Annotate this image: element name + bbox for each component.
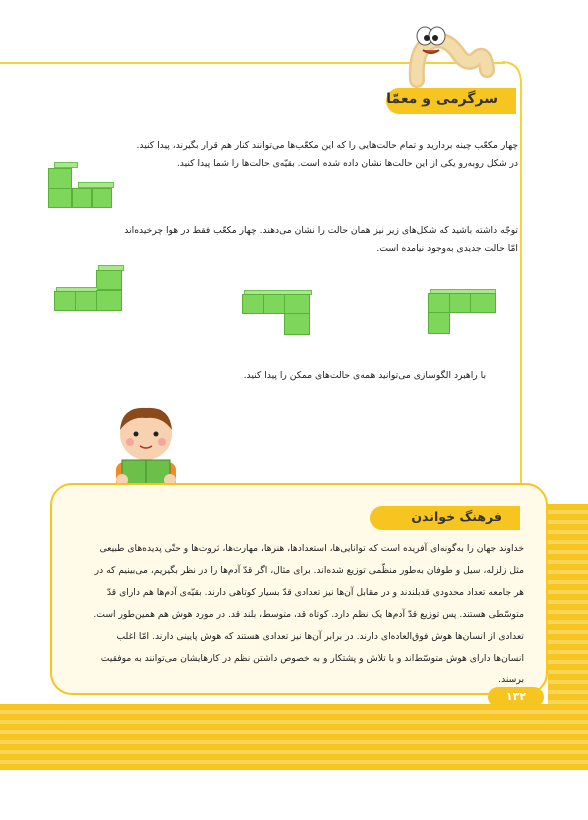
bottom-stripes: [0, 704, 588, 770]
puzzle-line-1: چهار مکعّب چینه بردارید و تمام حالت‌هایی را که این مکعّب‌ها می‌توانند کنار هم قرار بگیرند، پیدا کنید.: [136, 140, 518, 151]
reading-line-7: برسند.: [498, 674, 524, 685]
reading-line-2: مثل زلزله، سیل و طوفان به‌طور منظّمی توزیع شده‌اند. برای مثال، اگر قدّ آدم‌ها را در نظر بگیریم، می‌بینیم که در: [94, 565, 524, 576]
reading-line-5: تعدادی از انسان‌ها هوش فوق‌العاده‌ای دارند. در برابر آن‌ها نیز تعدادی هستند که هوش پایینی دارند. امّا اغلب: [116, 631, 524, 642]
reading-line-1: خداوند جهان را به‌گونه‌ای آفریده است که توانایی‌ها، استعدادها، هنرها، مهارت‌ها، ثروت‌ها و حتّی پدیده‌های طبیعی: [99, 543, 524, 554]
reading-line-3: هر جامعه تعداد محدودی قدبلندند و در مقابل آن‌ها نیز تعدادی قدّ بسیار کوتاهی دارند. بقیّه‌ی آدم‌ها هم دارای قدّ: [106, 587, 524, 598]
reading-line-4: متوسّطی هستند. پس توزیع قدّ آدم‌ها یک نظم دارد. کوتاه قد، متوسط، بلند قد. در مورد هوش هم همین‌طور است.: [93, 609, 524, 620]
puzzle-line-2: در شکل روبه‌رو یکی از این حالت‌ها نشان داده شده است. بقیّه‌ی حالت‌ها را شما پیدا کنید.: [176, 158, 518, 169]
puzzle-line-5: با راهبرد الگوسازی می‌توانید همه‌ی حالت‌های ممکن را پیدا کنید.: [243, 370, 486, 381]
reading-line-6: انسان‌ها دارای هوش متوسّط‌اند و با تلاش و پشتکار و به خصوص داشتن نظم در کارهایشان می‌توانند به موفقیت: [100, 653, 524, 664]
reading-title: فرهنگ خواندن: [411, 509, 502, 524]
puzzle-line-4: امّا حالت جدیدی به‌وجود نیامده است.: [376, 243, 518, 254]
frame-corner: [500, 60, 524, 84]
frame-right-line: [520, 80, 522, 500]
page-number: ۱۳۲: [488, 687, 544, 707]
worm-mascot-icon: [405, 20, 495, 92]
puzzle-line-3: توجّه داشته باشید که شکل‌های زیر نیز همان حالت را نشان می‌دهند. چهار مکعّب فقط در هوا چرخیده‌اند: [124, 225, 518, 236]
side-stripes: [548, 504, 588, 704]
section-title: سرگرمی و معمّا: [386, 91, 498, 107]
